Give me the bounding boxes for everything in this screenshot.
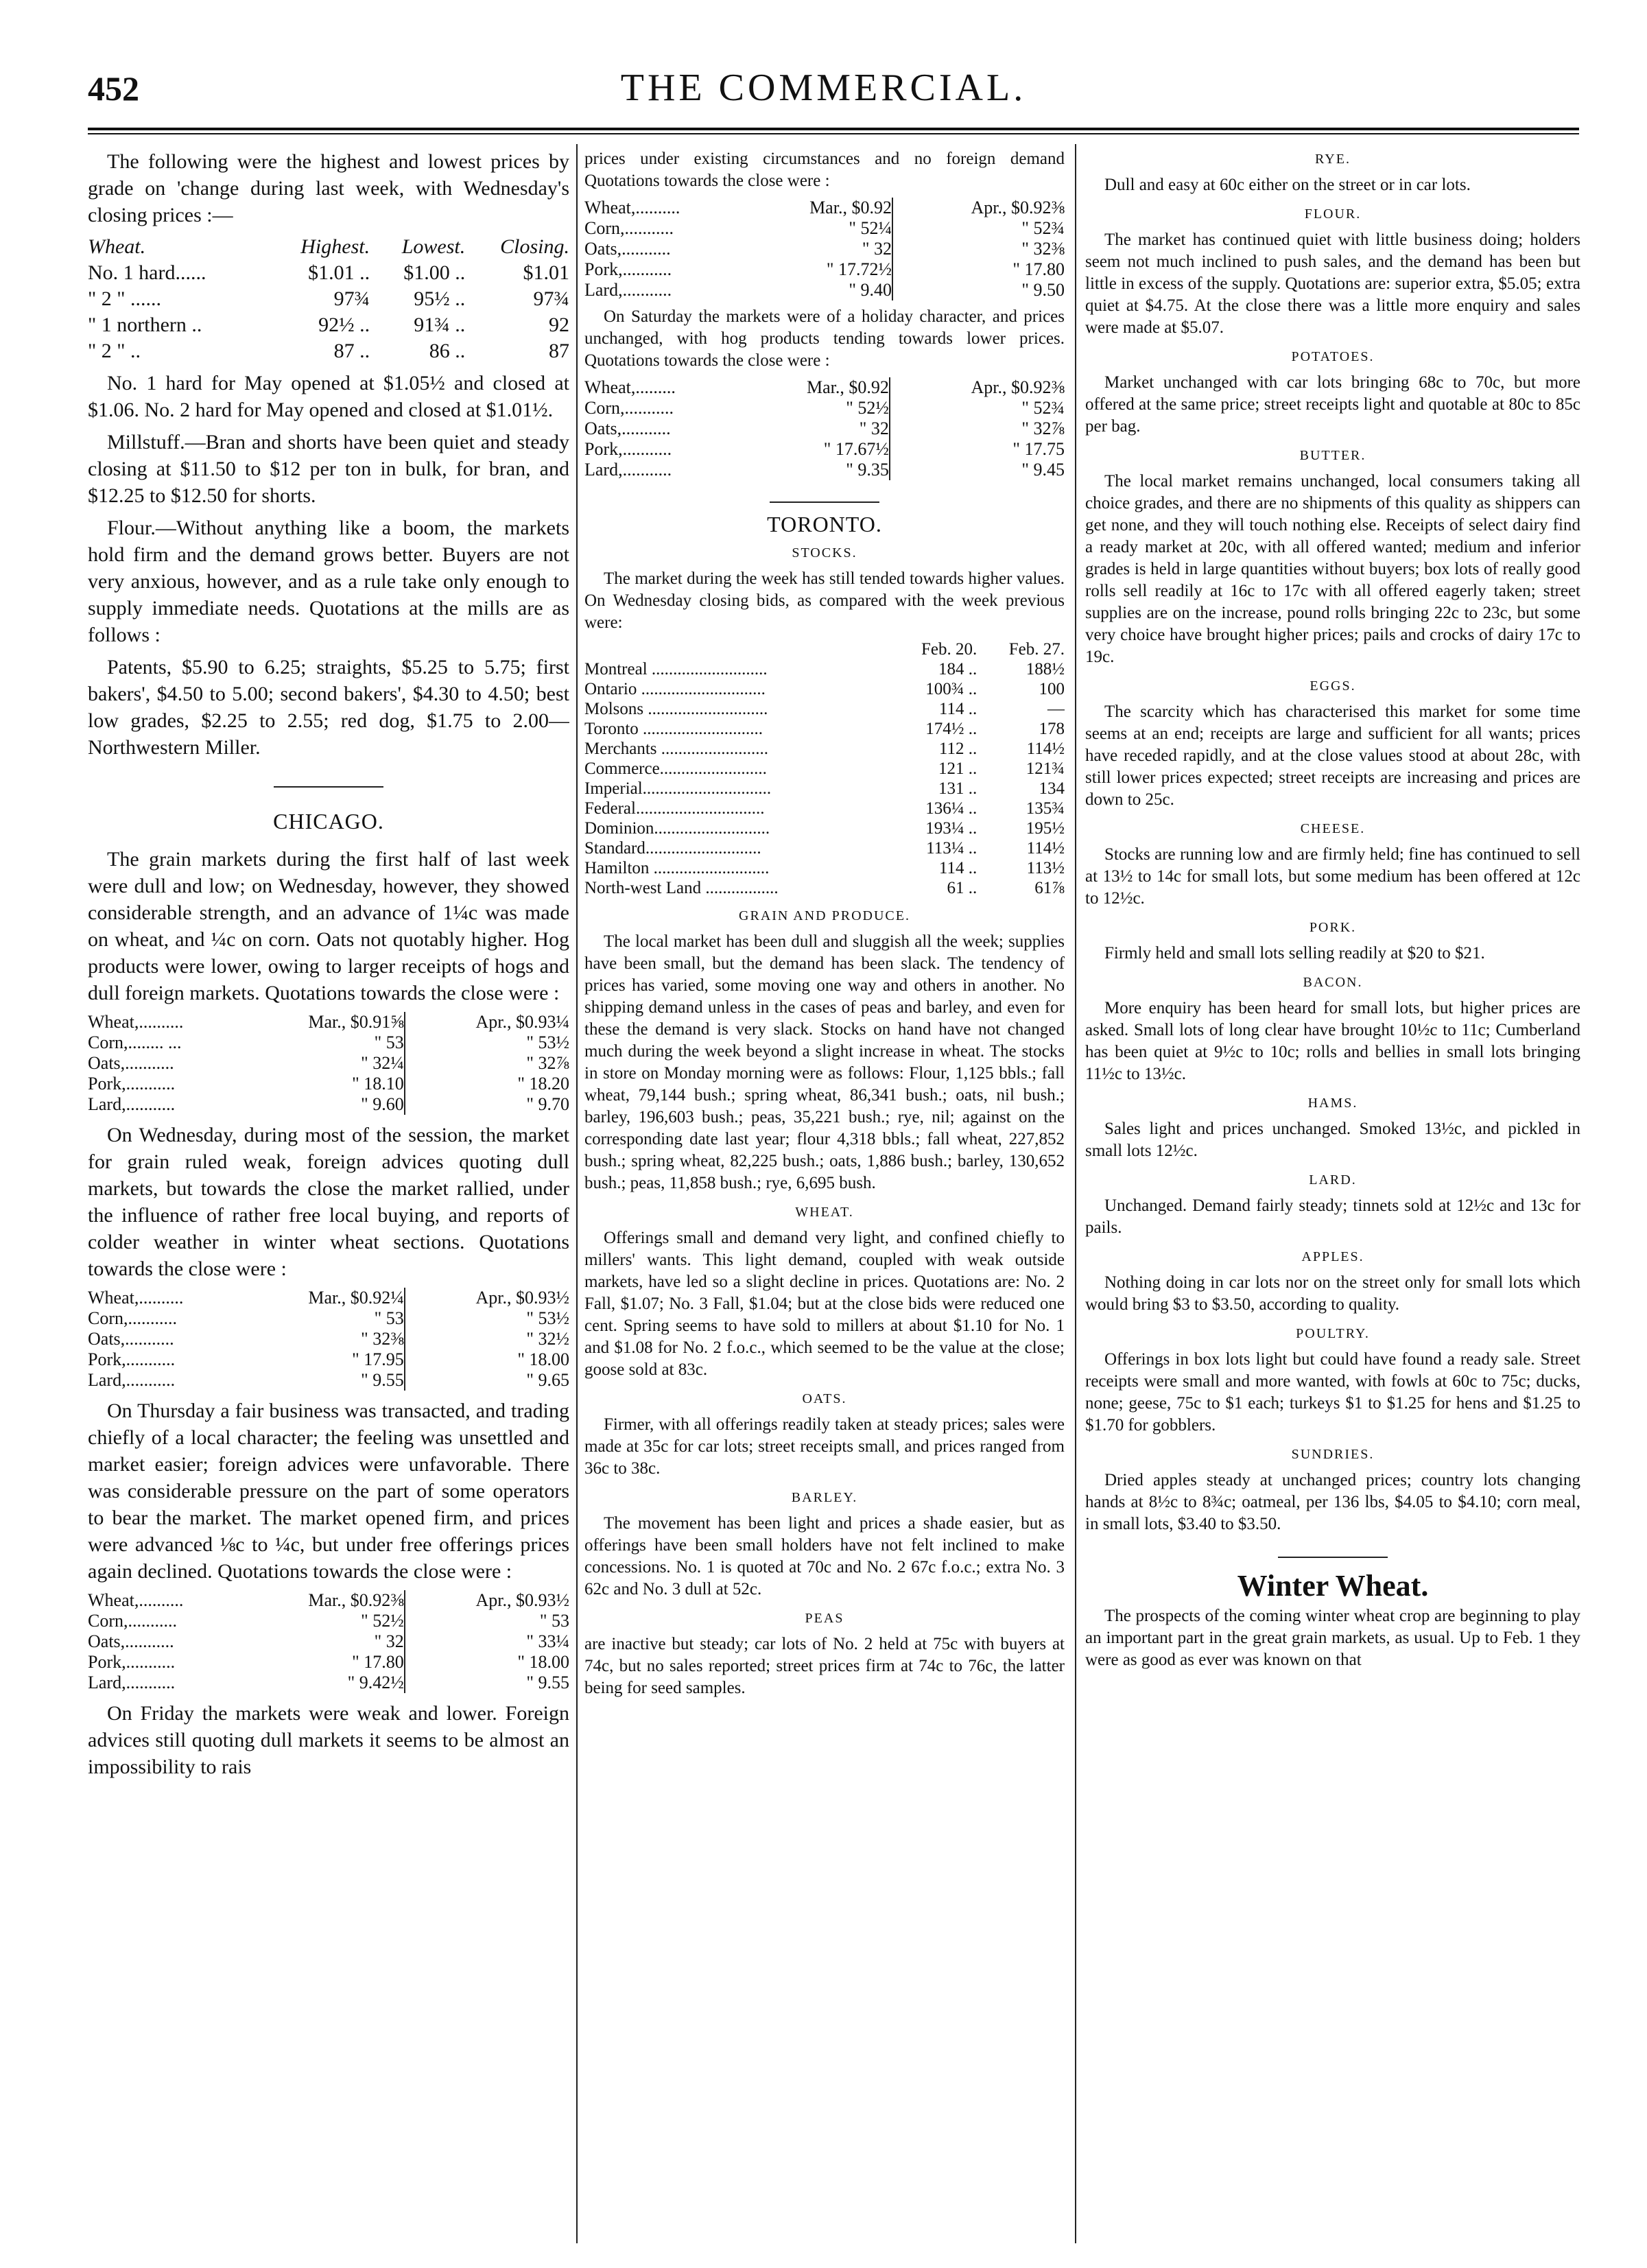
table-cell: " 53 <box>405 1611 569 1631</box>
grain-produce-subheading: GRAIN AND PRODUCE. <box>739 908 910 923</box>
chicago-heading: CHICAGO. <box>273 809 384 834</box>
table-cell: Oats,........... <box>584 418 671 438</box>
table-cell: 134 <box>1039 779 1065 798</box>
section-divider <box>584 487 1065 509</box>
table-cell: 135¾ <box>1026 799 1065 818</box>
winter-wheat-heading: Winter Wheat. <box>1237 1569 1429 1603</box>
table-cell: " 2 " .. <box>88 340 141 362</box>
table-cell: 121 .. <box>938 759 977 778</box>
hams-subheading: HAMS. <box>1307 1096 1358 1111</box>
table-cell: 97¾ <box>333 287 370 310</box>
table-header: Feb. 27. <box>1008 640 1065 659</box>
table-cell: 114½ <box>1026 740 1065 758</box>
table-row <box>584 858 1065 878</box>
table-row <box>88 1329 569 1349</box>
table-cell: 114½ <box>1026 839 1065 858</box>
table-cell: 178 <box>1039 720 1065 738</box>
table-cell: Hamilton ........................... <box>584 859 770 877</box>
rye-subheading: RYE. <box>1315 152 1351 167</box>
paragraph: The local market has been dull and sluggish all the week; supplies have been small, but the demand has been slack. The tendency of prices has varied, some moving one way and others in another. No shipping demand unless in the cases of peas and barley, and even for these the demand is very slack. Stocks on hand have not changed much during the week beyond a slight increase in wheat. The stocks in store on Monday morning were as follows: Flour, 1,125 bbls.; fall wheat, 79,144 bush.; spring wheat, 86,341 bush.; oats, nil bush.; barley, 196,603 bush.; peas, 35,221 bush.; rye, nil; against on the corresponding date last year; flour 4,318 bbls.; fall wheat, 227,852 bush.; spring wheat, 82,225 bush.; oats, 1,886 bush.; barley, 130,652 bush.; peas, 11,858 bush.; rye, 6,695 bush. <box>584 932 1065 1192</box>
masthead-title: THE COMMERCIAL. <box>620 67 1027 109</box>
table-row <box>88 260 569 286</box>
header-rule <box>88 128 1579 134</box>
table-row <box>88 1074 569 1094</box>
page-number: 452 <box>88 69 139 108</box>
cheese-subheading: CHEESE. <box>1300 821 1366 836</box>
table-row <box>584 739 1065 759</box>
paragraph: The scarcity which has characterised this market for some time seems at an end; receipts are large and sufficient for all wants; prices have receded rapidly, and at the close values stood at about 28c, with still lower prices expected; street receipts are increasing and prices are down to 25c. <box>1085 702 1580 809</box>
table-cell: 195½ <box>1026 819 1065 838</box>
chicago-quotes-table-2 <box>88 1288 569 1391</box>
table-cell: Commerce......................... <box>584 759 767 778</box>
table-cell: Pork,........... <box>584 259 672 279</box>
barley-subheading: BARLEY. <box>791 1490 858 1505</box>
table-row <box>88 1349 569 1370</box>
table-cell: 136¼ .. <box>925 799 977 818</box>
table-row <box>88 1053 569 1074</box>
table-row <box>584 259 1065 280</box>
section-divider-ornament <box>1085 1542 1580 1564</box>
table-cell: " 2 " ...... <box>88 287 161 310</box>
table-cell: Mar., $0.92 <box>809 198 892 217</box>
table-row <box>88 1611 569 1631</box>
table-cell: 61⅞ <box>1034 879 1065 897</box>
table-cell: " 17.75 <box>890 439 1065 460</box>
table-row <box>584 699 1065 719</box>
table-cell: Lard,........... <box>88 1370 176 1390</box>
table-cell: 100¾ .. <box>925 680 977 698</box>
paragraph: Unchanged. Demand fairly steady; tinnets sold at 12½c and 13c for pails. <box>1085 1196 1580 1237</box>
table-cell: No. 1 hard...... <box>88 261 206 284</box>
table-cell: " 52¼ <box>849 218 892 238</box>
potatoes-subheading: POTATOES. <box>1291 349 1375 364</box>
table-row <box>584 439 1065 460</box>
table-cell: 131 .. <box>938 779 977 798</box>
wheat-subheading: WHEAT. <box>795 1205 854 1220</box>
table-cell: 92 <box>549 314 569 336</box>
table-row <box>584 779 1065 799</box>
table-header: Closing. <box>500 235 569 258</box>
paragraph: On Saturday the markets were of a holiday character, and prices unchanged, with hog products tending towards lower prices. Quotations towards the close were : <box>584 307 1065 370</box>
table-cell: " 9.35 <box>846 460 889 480</box>
table-row <box>88 338 569 364</box>
table-cell: Apr., $0.93½ <box>405 1288 569 1308</box>
table-cell: Lard,........... <box>584 280 672 300</box>
table-row <box>88 312 569 338</box>
table-cell: 87 <box>549 340 569 362</box>
paragraph: The market has continued quiet with little business doing; holders seem not much inclined to push sales, and the demand has been but little in excess of the supply. Quotations are: superior extra, $5.05; extra quiet at $4.75. At the close there was a little more enquiry and sales were made at $5.07. <box>1085 231 1580 337</box>
table-cell: " 33¼ <box>405 1631 569 1652</box>
table-row <box>584 218 1065 239</box>
table-cell: " 9.45 <box>890 460 1065 480</box>
table-cell: " 32 <box>374 1631 404 1651</box>
paragraph: Dull and easy at 60c either on the street or in car lots. <box>1104 176 1471 194</box>
column-2 <box>584 148 1065 2247</box>
table-row <box>584 280 1065 300</box>
table-cell: " 18.00 <box>405 1652 569 1673</box>
table-cell: — <box>1047 700 1065 718</box>
paragraph: The local market remains unchanged, local consumers taking all choice grades, and there are no shipments of this quality as shippers can get none, and they will touch nothing else. Receipts of select dairy find a ready market at 20c, with all offered wanted; medium and inferior grades is held in large quantities without buyers; box lots of really good rolls sell readily at 16c to 17c with all offered eagerly taken; street supplies are on the increase, pound rolls bringing 22c to 23c, but some very choice have brought higher prices; pails and crocks of dairy 17c to 19c. <box>1085 472 1580 666</box>
table-header: Highest. <box>300 235 370 258</box>
table-cell: Mar., $0.92¼ <box>308 1288 404 1308</box>
table-cell: 100 <box>1039 680 1065 698</box>
table-cell: Corn,........ ... <box>88 1032 182 1052</box>
table-cell: 193¼ .. <box>925 819 977 838</box>
table-cell: " 53 <box>374 1308 404 1328</box>
table-cell: " 18.00 <box>405 1349 569 1370</box>
table-cell: " 9.60 <box>361 1094 404 1114</box>
table-cell: " 9.65 <box>405 1370 569 1391</box>
table-row <box>88 1652 569 1673</box>
table-cell: 113½ <box>1026 859 1065 877</box>
table-cell: Oats,........... <box>88 1053 174 1073</box>
paragraph: Offerings in box lots light but could have found a ready sale. Street receipts were small and more wanted, with fowls at 60c to 75c; ducks, none; geese, 75c to $1 each; turkeys $1 to $1.25 for hens and $1.25 to $1.70 for gobblers. <box>1085 1350 1580 1434</box>
paragraph: The market during the week has still tended towards higher values. On Wednesday closing bids, as compared with the week previous were: <box>584 569 1065 632</box>
table-cell: " 53½ <box>405 1032 569 1053</box>
column-divider <box>576 144 578 2243</box>
column-divider <box>1075 144 1076 2243</box>
table-cell: 114 .. <box>938 859 977 877</box>
table-cell: " 32⅜ <box>892 239 1065 259</box>
paragraph: Firmer, with all offerings readily taken at steady prices; sales were made at 35c for car lots; street receipts small, and prices ranged from 36c to 38c. <box>584 1415 1065 1478</box>
table-cell: Apr., $0.92⅜ <box>890 377 1065 398</box>
table-cell: Corn,........... <box>88 1611 177 1631</box>
paragraph: The prospects of the coming winter wheat crop are beginning to play an important part in the great grain markets, as usual. Up to Feb. 1 they were as good as ever was known on that <box>1085 1607 1580 1669</box>
table-row <box>584 659 1065 679</box>
table-cell: Wheat,.......... <box>88 1590 184 1610</box>
table-row <box>584 198 1065 218</box>
table-row <box>88 1370 569 1391</box>
paragraph: Offerings small and demand very light, and confined chiefly to millers' wants. This light demand, coupled with weak outside markets, have led so a slight decline in prices. Quotations are: No. 2 Fall, $1.07; No. 3 Fall, $1.04; but at the close bids were reduced one cent. Spring seems to have sold to millers at about $1.10 for No. 1 and $1.08 for No. 2 f.o.c., which seemed to be the value at the close; goose sold at 83c. <box>584 1229 1065 1379</box>
table-row <box>584 799 1065 818</box>
table-cell: " 32⅞ <box>405 1053 569 1074</box>
millstuff-paragraph: Millstuff.—Bran and shorts have been quiet and steady closing at $11.50 to $12 per ton in bulk, for bran, and $12.25 to $12.50 for shorts. <box>88 431 569 507</box>
paragraph: Firmly held and small lots selling readily at $20 to $21. <box>1104 944 1485 962</box>
table-cell: " 52¾ <box>892 218 1065 239</box>
table-cell: " 17.67½ <box>823 439 889 459</box>
table-row <box>88 1288 569 1308</box>
table-cell: Montreal ........................... <box>584 660 768 678</box>
toronto-heading: TORONTO. <box>767 512 882 536</box>
table-header: Feb. 20. <box>921 640 977 659</box>
table-row <box>584 239 1065 259</box>
table-cell: 184 .. <box>938 660 977 678</box>
table-cell: Mar., $0.91⅝ <box>308 1012 404 1032</box>
table-cell: " 53 <box>374 1032 404 1052</box>
table-cell: 121¾ <box>1026 759 1065 778</box>
table-cell: Corn,........... <box>584 218 674 238</box>
table-cell: " 17.95 <box>352 1349 404 1369</box>
table-cell: 91¾ .. <box>414 314 466 336</box>
paragraph: On Friday the markets were weak and lower. Foreign advices still quoting dull markets it seems to be almost an impossibility to rais <box>88 1702 569 1778</box>
table-header: Lowest. <box>401 235 466 258</box>
paragraph: The grain markets during the first half of last week were dull and low; on Wednesday, however, they showed considerable strength, and an advance of 1¼c was made on wheat, and ¼c on corn. Oats not quotably higher. Hog products were lower, owing to larger receipts of hogs and dull foreign markets. Quotations towards the close were : <box>88 848 569 1004</box>
sundries-subheading: SUNDRIES. <box>1291 1447 1375 1462</box>
table-cell: Apr., $0.92⅜ <box>892 198 1065 218</box>
table-row <box>88 1673 569 1693</box>
table-cell: $1.01 <box>523 261 569 284</box>
flour-quotes-paragraph: Patents, $5.90 to 6.25; straights, $5.25 to 5.75; first bakers', $4.50 to 5.00; second bakers', $4.30 to 4.50; best low grades, $2.25 to 2.55; red dog, $1.75 to 2.00—Northwestern Miller. <box>88 656 569 759</box>
table-cell: 112 .. <box>938 740 977 758</box>
table-row <box>584 418 1065 439</box>
table-cell: 86 .. <box>429 340 466 362</box>
chicago-quotes-table-3 <box>88 1590 569 1693</box>
table-row <box>88 1631 569 1652</box>
table-cell: $1.00 .. <box>403 261 466 284</box>
toronto-stocks-table <box>584 639 1065 898</box>
paragraph: are inactive but steady; car lots of No. 2 held at 75c with buyers at 74c, but no sales reported; street prices firm at 74c to 76c, the latter being for seed samples. <box>584 1635 1065 1697</box>
table-cell: Pork,........... <box>88 1074 176 1094</box>
table-row <box>584 460 1065 480</box>
chicago-quotes-table-5 <box>584 377 1065 480</box>
intro-paragraph: The following were the highest and lowest prices by grade on 'change during last week, with Wednesday's closing prices :— <box>88 150 569 226</box>
table-cell: " 17.72½ <box>826 259 892 279</box>
chicago-quotes-table-4 <box>584 198 1065 300</box>
table-cell: Standard........................... <box>584 839 761 858</box>
table-cell: 114 .. <box>938 700 977 718</box>
column-1 <box>88 148 569 2247</box>
paragraph: No. 1 hard for May opened at $1.05½ and closed at $1.06. No. 2 hard for May opened and closed at $1.01½. <box>88 372 569 421</box>
table-cell: " 52¾ <box>890 398 1065 418</box>
table-cell: " 32½ <box>405 1329 569 1349</box>
table-cell: " 9.40 <box>849 280 892 300</box>
section-divider <box>88 768 569 794</box>
lard-subheading: LARD. <box>1309 1172 1357 1188</box>
paragraph: Stocks are running low and are firmly held; fine has continued to sell at 13½ to 14c for small lots, but some medium has been offered at 12c to 12½c. <box>1085 845 1580 908</box>
flour-subheading: FLOUR. <box>1304 206 1362 222</box>
table-cell: " 18.10 <box>352 1074 404 1094</box>
table-cell: Apr., $0.93¼ <box>405 1012 569 1032</box>
minneapolis-wheat-table <box>88 234 569 364</box>
table-cell: " 32⅞ <box>890 418 1065 439</box>
table-cell: 188½ <box>1026 660 1065 678</box>
table-cell: Toronto ............................ <box>584 720 763 738</box>
table-cell: North-west Land ................. <box>584 879 779 897</box>
table-cell: " 9.42½ <box>347 1673 404 1692</box>
table-cell: 97¾ <box>533 287 569 310</box>
table-cell: " 9.55 <box>361 1370 404 1390</box>
flour-paragraph: Flour.—Without anything like a boom, the markets hold firm and the demand grows better. Buyers are not very anxious, however, and as a rule take only enough to supply immediate needs. Quotations at the mills are as follows : <box>88 517 569 646</box>
peas-subheading: PEAS <box>805 1611 844 1626</box>
table-cell: " 53½ <box>405 1308 569 1329</box>
table-cell: 174½ .. <box>925 720 977 738</box>
paragraph: prices under existing circumstances and no foreign demand Quotations towards the close were : <box>584 150 1065 190</box>
table-cell: " 17.80 <box>352 1652 404 1672</box>
table-cell: Oats,........... <box>584 239 671 259</box>
table-cell: " 52½ <box>361 1611 404 1631</box>
table-cell: " 32 <box>862 239 892 259</box>
table-cell: " 52½ <box>846 398 889 418</box>
paragraph: More enquiry has been heard for small lots, but higher prices are asked. Small lots of long clear have brought 10½c to 11c; Cumberland has been quiet at 9½c to 10c; rolls and bellies in small lots bringing 11½c to 13½c. <box>1085 999 1580 1083</box>
table-row <box>584 878 1065 898</box>
table-cell: " 32¼ <box>361 1053 404 1073</box>
table-cell: Wheat,.......... <box>88 1012 184 1032</box>
table-cell: Molsons ............................ <box>584 700 768 718</box>
table-row <box>584 818 1065 838</box>
table-cell: 113¼ .. <box>926 839 977 858</box>
table-cell: Imperial.............................. <box>584 779 772 798</box>
table-cell: " 32 <box>859 418 889 438</box>
table-cell: Merchants ......................... <box>584 740 769 758</box>
pork-subheading: PORK. <box>1309 920 1357 935</box>
table-row <box>584 398 1065 418</box>
paragraph: Dried apples steady at unchanged prices; country lots changing hands at 8½c to 8¾c; oatmeal, per 136 lbs, $4.05 to $4.10; corn meal, in small lots, $3.40 to $3.50. <box>1085 1471 1580 1533</box>
table-cell: Oats,........... <box>88 1631 174 1651</box>
eggs-subheading: EGGS. <box>1310 678 1356 694</box>
oats-subheading: OATS. <box>802 1391 847 1406</box>
butter-subheading: BUTTER. <box>1299 448 1366 463</box>
table-cell: Corn,........... <box>88 1308 177 1328</box>
paragraph: On Wednesday, during most of the session, the market for grain ruled weak, foreign advices quoting dull markets, but towards the close the market rallied, under the influence of rather free local buying, and reports of colder weather in winter wheat sections. Quotations towards the close were : <box>88 1124 569 1280</box>
paragraph: Nothing doing in car lots nor on the street only for small lots which would bring $3 to $3.50, according to quality. <box>1085 1273 1580 1314</box>
table-cell: Mar., $0.92 <box>806 377 889 397</box>
table-row <box>584 377 1065 398</box>
table-cell: Pork,........... <box>88 1652 176 1672</box>
table-cell: " 9.50 <box>892 280 1065 300</box>
table-cell: " 17.80 <box>892 259 1065 280</box>
paragraph: On Thursday a fair business was transacted, and trading chiefly of a local character; the feeling was unsettled and market easier; foreign advices were unfavorable. There was considerable pressure on the part of some operators to bear the market. The market opened firm, and prices were advanced ⅛c to ¼c, but under free offerings prices again declined. Quotations towards the close were : <box>88 1399 569 1583</box>
poultry-subheading: POULTRY. <box>1296 1326 1370 1341</box>
table-row <box>584 838 1065 858</box>
table-row <box>584 719 1065 739</box>
bacon-subheading: BACON. <box>1303 975 1363 990</box>
table-cell: 87 .. <box>333 340 370 362</box>
table-cell: $1.01 .. <box>308 261 370 284</box>
table-cell: " 1 northern .. <box>88 314 202 336</box>
table-row <box>88 1590 569 1611</box>
table-cell: Corn,........... <box>584 398 674 418</box>
stocks-subheading: STOCKS. <box>792 545 857 560</box>
table-cell: " 9.55 <box>405 1673 569 1693</box>
table-cell: Pork,........... <box>88 1349 176 1369</box>
table-cell: Lard,........... <box>88 1094 176 1114</box>
table-cell: Wheat,.......... <box>88 1288 184 1308</box>
table-cell: Dominion........................... <box>584 819 770 838</box>
paragraph: Sales light and prices unchanged. Smoked 13½c, and pickled in small lots 12½c. <box>1085 1120 1580 1160</box>
table-cell: Wheat,.......... <box>584 198 680 217</box>
table-cell: Apr., $0.93½ <box>405 1590 569 1611</box>
table-cell: Federal.............................. <box>584 799 765 818</box>
table-row <box>584 759 1065 779</box>
table-cell: Pork,........... <box>584 439 672 459</box>
table-cell: 92½ .. <box>318 314 370 336</box>
table-cell: Lard,........... <box>584 460 672 480</box>
table-cell: Mar., $0.92⅜ <box>308 1590 404 1610</box>
table-row <box>88 286 569 312</box>
table-cell: Wheat,......... <box>584 377 676 397</box>
table-cell: 61 .. <box>947 879 977 897</box>
table-cell: Lard,........... <box>88 1673 176 1692</box>
chicago-quotes-table-1 <box>88 1012 569 1115</box>
table-cell: " 18.20 <box>405 1074 569 1094</box>
table-cell: " 32⅜ <box>361 1329 404 1349</box>
table-row <box>88 1012 569 1032</box>
paragraph: The movement has been light and prices a shade easier, but as offerings have been small holders have not felt inclined to make concessions. No. 1 is quoted at 70c and No. 2 67c f.o.c.; extra No. 3 62c and No. 3 dull at 52c. <box>584 1514 1065 1598</box>
table-header-row <box>584 639 1065 659</box>
table-cell: Ontario ............................. <box>584 680 766 698</box>
table-row <box>88 1094 569 1115</box>
column-3 <box>1085 148 1580 2247</box>
paragraph: Market unchanged with car lots bringing 68c to 70c, but more offered at the same price; street receipts light and quotable at 80c to 85c per bag. <box>1085 373 1580 436</box>
apples-subheading: APPLES. <box>1301 1249 1364 1264</box>
table-cell: Oats,........... <box>88 1329 174 1349</box>
table-row <box>88 1032 569 1053</box>
table-cell: " 9.70 <box>405 1094 569 1115</box>
table-cell: 95½ .. <box>414 287 466 310</box>
table-row <box>584 679 1065 699</box>
table-header: Wheat. <box>88 235 146 258</box>
table-row <box>88 1308 569 1329</box>
